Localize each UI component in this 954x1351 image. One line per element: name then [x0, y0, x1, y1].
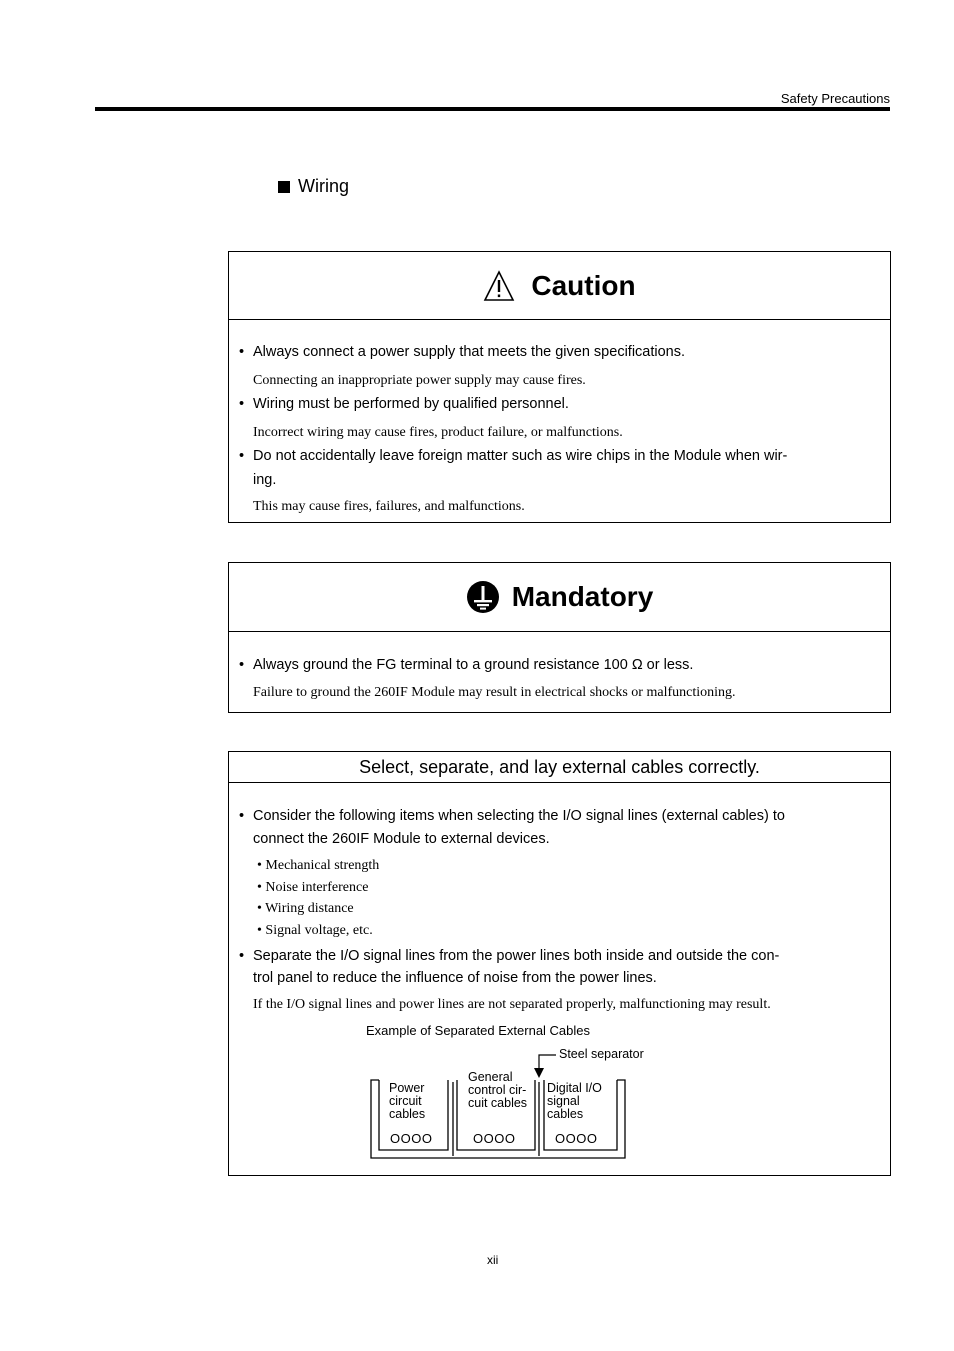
cables-item-1-line2: connect the 260IF Module to external devices. [253, 831, 550, 847]
section-heading [278, 176, 349, 197]
caution-item-3-line1: Do not accidentally leave foreign matter such as wire chips in the Module when wir- [253, 448, 788, 464]
caution-box [228, 251, 891, 523]
mandatory-note-1: Failure to ground the 260IF Module may result in electrical shocks or malfunctioning. [253, 685, 736, 700]
bullet-dot: • [239, 808, 245, 824]
cables-item-2-line1: Separate the I/O signal lines from the power lines both inside and outside the con- [253, 948, 780, 964]
bullet-dot: • [239, 448, 245, 464]
sub-item: • Noise interference [257, 880, 369, 895]
figure-caption: Example of Separated External Cables [366, 1023, 591, 1038]
page-number: xii [487, 1253, 499, 1267]
cables-title: Select, separate, and lay external cables correctly. [359, 756, 760, 777]
sub-item: • Wiring distance [257, 901, 354, 916]
cables-item-1-line1: Consider the following items when selecting the I/O signal lines (external cables) to [253, 808, 785, 824]
cables-item-2-line2: trol panel to reduce the influence of noise from the power lines. [253, 970, 657, 986]
ground-symbol-icon [466, 580, 500, 614]
caution-item-3-line2: ing. [253, 472, 277, 488]
running-header: Safety Precautions [780, 91, 890, 106]
warning-triangle-icon [483, 270, 515, 302]
cable-circles-control: OOOO [473, 1131, 516, 1146]
mandatory-item-1: Always ground the FG terminal to a ground resistance 100 Ω or less. [253, 657, 694, 673]
bullet-dot: • [239, 657, 245, 673]
cable-circles-power: OOOO [390, 1131, 433, 1146]
mandatory-title: Mandatory [511, 581, 654, 612]
cables-header [229, 752, 890, 783]
bullet-dot: • [239, 396, 245, 412]
mandatory-header [229, 563, 890, 632]
bullet-dot: • [239, 948, 245, 964]
sub-item: • Mechanical strength [257, 858, 380, 873]
compartment-label-power: Power circuit cables [389, 1081, 426, 1121]
caution-note-3: This may cause fires, failures, and malfunctions. [253, 499, 525, 514]
mandatory-box [228, 562, 891, 713]
cable-circles-digital-io: OOOO [555, 1131, 598, 1146]
compartment-label-digital-io: Digital I/O signal cables [547, 1081, 602, 1121]
square-bullet-icon [278, 181, 290, 193]
separator-label: Steel separator [559, 1047, 644, 1061]
cables-box [228, 751, 891, 1176]
bullet-dot: • [239, 344, 245, 360]
caution-header [229, 252, 890, 320]
caution-item-1: Always connect a power supply that meets the given specifications. [253, 344, 686, 360]
caution-note-2: Incorrect wiring may cause fires, product failure, or malfunctions. [253, 425, 623, 440]
caution-item-2: Wiring must be performed by qualified personnel. [253, 396, 569, 412]
cables-item-2-note: If the I/O signal lines and power lines are not separated properly, malfunctioning may result. [253, 997, 771, 1012]
sub-item: • Signal voltage, etc. [257, 923, 373, 938]
caution-note-1: Connecting an inappropriate power supply may cause fires. [253, 373, 586, 388]
header-rule [95, 107, 890, 111]
section-title: Wiring [298, 176, 350, 196]
caution-title: Caution [531, 269, 636, 301]
compartment-label-control: General control cir- cuit cables [468, 1070, 528, 1110]
